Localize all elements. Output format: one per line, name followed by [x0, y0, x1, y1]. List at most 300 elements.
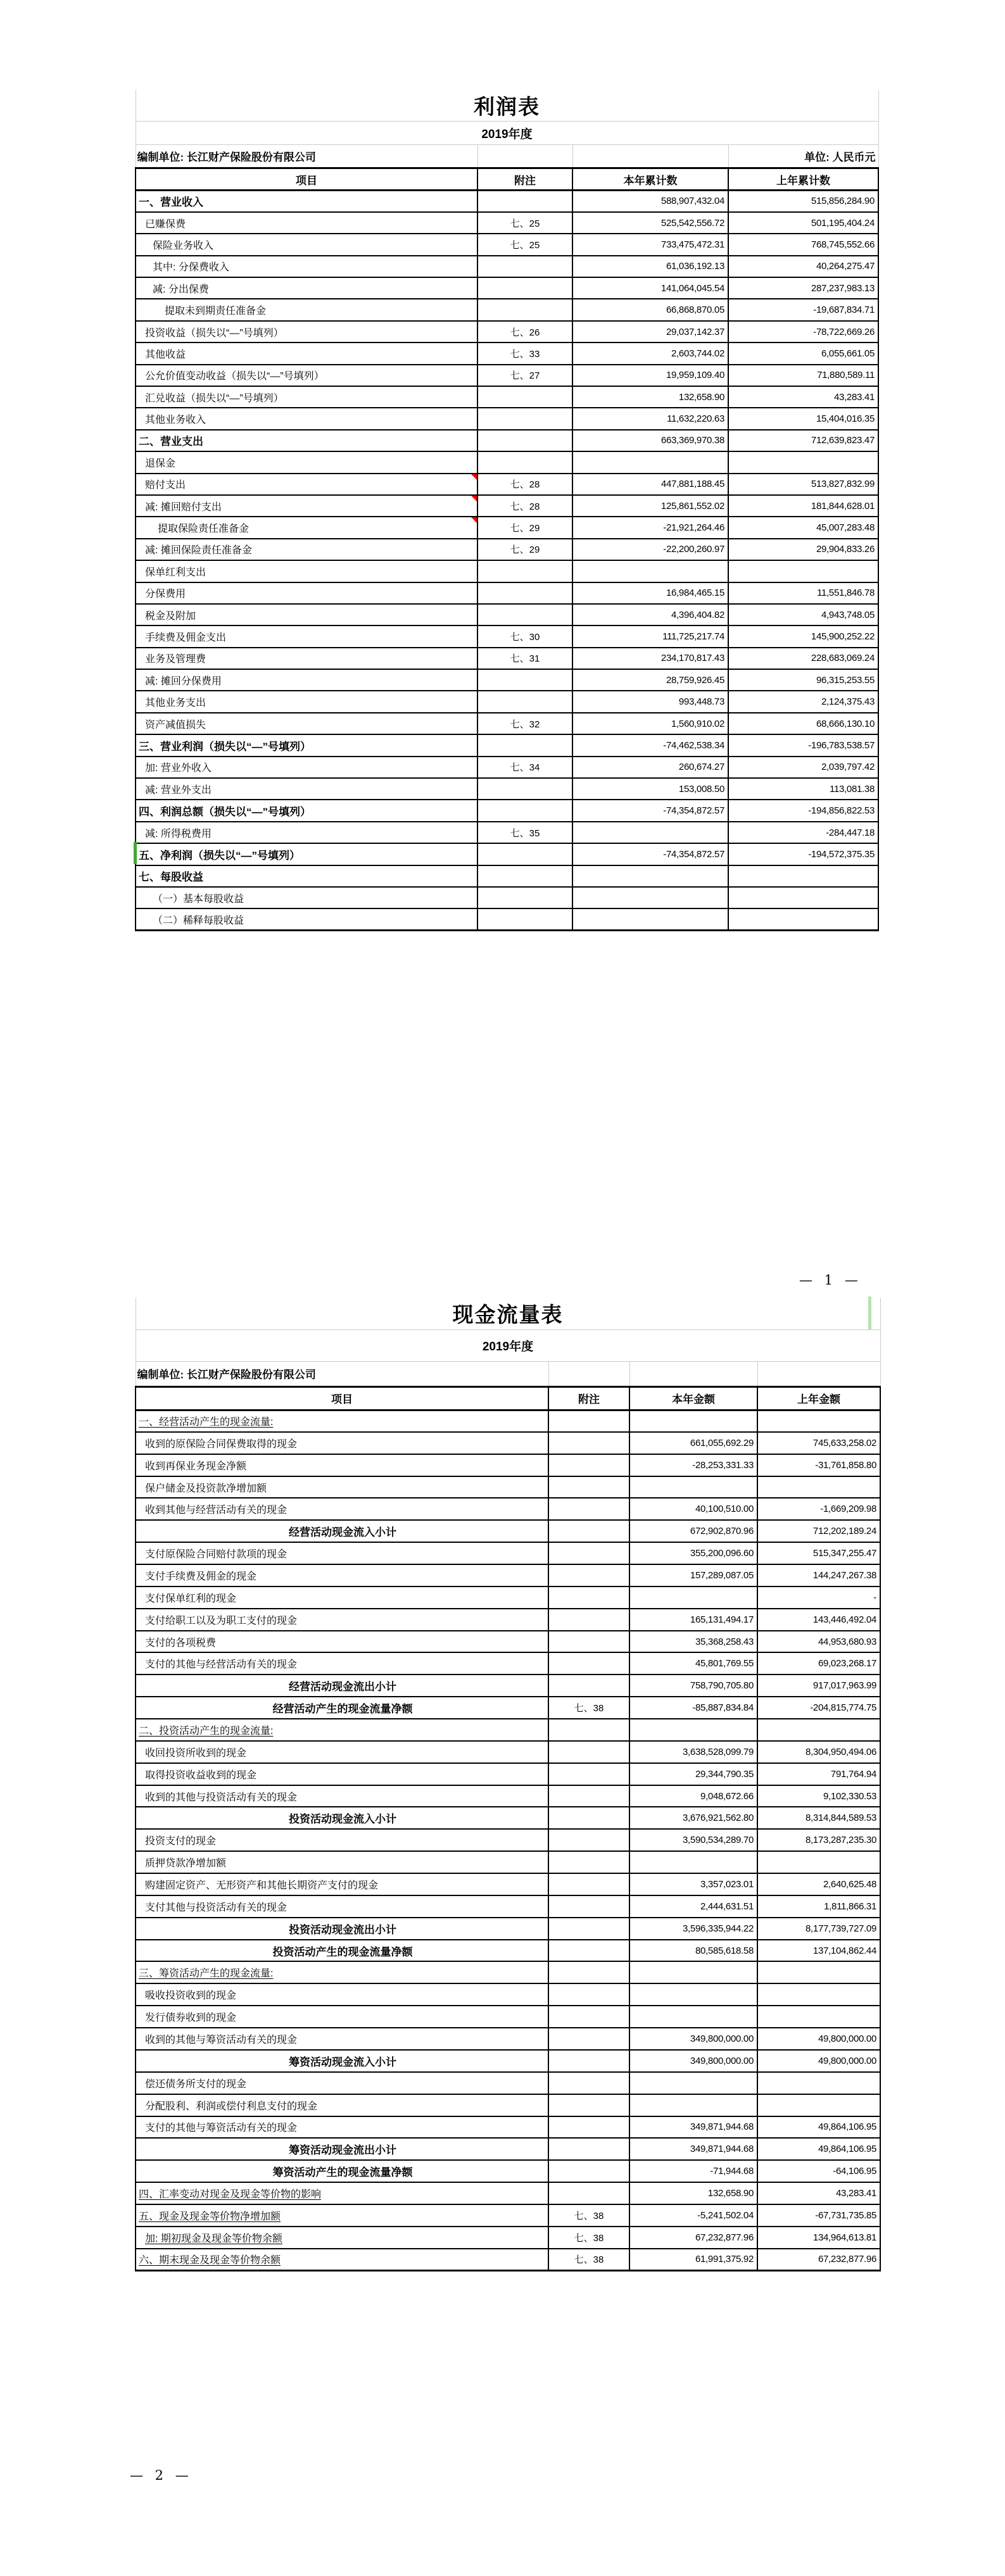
cell-item: 减: 摊回赔付支出: [136, 495, 477, 517]
table-row: [136, 1697, 880, 1719]
cell-prior: [728, 865, 878, 887]
cell-item: 支付保单红利的现金: [136, 1586, 548, 1609]
cell-prior: 8,314,844,589.53: [757, 1807, 880, 1829]
table-row: [136, 1895, 880, 1918]
statement-period: 2019年度: [136, 122, 878, 145]
cell-item: （一）基本每股收益: [136, 887, 477, 908]
cell-item: 提取保险责任准备金: [136, 517, 477, 538]
cell-current: 19,959,109.40: [572, 365, 728, 386]
cell-prior: 96,315,253.55: [728, 669, 878, 691]
cell-note: [477, 408, 572, 429]
cash-flow-statement-body: [136, 1410, 880, 2271]
cell-item: 减: 摊回保险责任准备金: [136, 539, 477, 560]
cell-item: 发行债券收到的现金: [136, 2006, 548, 2028]
cell-item: 其他收益: [136, 342, 477, 364]
cell-current: 3,676,921,562.80: [629, 1807, 757, 1829]
cell-current: 3,357,023.01: [629, 1873, 757, 1895]
cell-current: [572, 865, 728, 887]
cell-current: 3,596,335,944.22: [629, 1918, 757, 1940]
table-row: [136, 1807, 880, 1829]
cell-item: 投资活动现金流出小计: [136, 1918, 548, 1940]
cell-current: 993,448.73: [572, 691, 728, 712]
cell-prior: 2,124,375.43: [728, 691, 878, 712]
cell-prior: 68,666,130.10: [728, 713, 878, 734]
cell-current: 153,008.50: [572, 778, 728, 800]
cell-prior: 2,039,797.42: [728, 757, 878, 778]
cell-current: [629, 2072, 757, 2094]
cell-item: 经营活动现金流出小计: [136, 1674, 548, 1697]
table-row: [136, 386, 878, 408]
cell-current: 141,064,045.54: [572, 277, 728, 299]
cell-prior: 145,900,252.22: [728, 625, 878, 647]
cell-prior: 44,953,680.93: [757, 1631, 880, 1653]
table-row: [136, 451, 878, 473]
cell-item: 投资活动现金流入小计: [136, 1807, 548, 1829]
cell-current: 61,036,192.13: [572, 256, 728, 277]
cell-current: 45,801,769.55: [629, 1652, 757, 1674]
cell-note: [548, 1807, 629, 1829]
cell-note: [477, 191, 572, 212]
cell-note: [548, 1719, 629, 1741]
table-row: [136, 2204, 880, 2227]
cell-prior: -78,722,669.26: [728, 321, 878, 342]
cell-current: 588,907,432.04: [572, 191, 728, 212]
cell-note: [548, 1918, 629, 1940]
cell-current: 66,868,870.05: [572, 299, 728, 320]
table-row: [136, 2138, 880, 2160]
cell-note: [477, 800, 572, 821]
cell-current: 35,368,258.43: [629, 1631, 757, 1653]
cell-prior: 712,202,189.24: [757, 1520, 880, 1542]
table-row: [136, 1851, 880, 1873]
table-row: [136, 800, 878, 821]
cell-prior: 43,283.41: [728, 386, 878, 408]
cell-note: [548, 1476, 629, 1498]
table-row: [136, 1498, 880, 1520]
comment-marker-icon: [471, 517, 477, 523]
cell-note: 七、30: [477, 625, 572, 647]
cell-prior: [757, 1983, 880, 2006]
cell-prior: -196,783,538.57: [728, 734, 878, 756]
cell-note: [548, 2182, 629, 2204]
cell-current: -5,241,502.04: [629, 2204, 757, 2227]
cell-note: [477, 843, 572, 865]
cell-item: 保险业务收入: [136, 234, 477, 255]
cell-note: [548, 2138, 629, 2160]
cell-current: 132,658.90: [629, 2182, 757, 2204]
cell-note: [477, 386, 572, 408]
currency-unit-label: [757, 1361, 880, 1386]
cell-note: 七、27: [477, 365, 572, 386]
cell-current: -28,253,331.33: [629, 1454, 757, 1476]
cell-note: [548, 1674, 629, 1697]
cell-item: 筹资活动现金流入小计: [136, 2050, 548, 2072]
cell-note: [548, 1785, 629, 1807]
cell-prior: 768,745,552.66: [728, 234, 878, 255]
cell-prior: 228,683,069.24: [728, 648, 878, 669]
cell-current: 2,444,631.51: [629, 1895, 757, 1918]
cell-note: [477, 691, 572, 712]
column-header-current: 本年金额: [629, 1386, 757, 1410]
table-row: [136, 822, 878, 843]
table-row: [136, 2094, 880, 2116]
cell-current: [629, 2006, 757, 2028]
cell-note: [548, 1983, 629, 2006]
cell-item: 加: 期初现金及现金等价物余额: [136, 2227, 548, 2249]
table-row: [136, 560, 878, 582]
column-header-item: 项目: [136, 168, 477, 191]
cell-prior: 40,264,275.47: [728, 256, 878, 277]
table-row: [136, 865, 878, 887]
cell-prior: 4,943,748.05: [728, 604, 878, 625]
cell-note: [548, 1564, 629, 1586]
cell-prior: 49,800,000.00: [757, 2028, 880, 2050]
cell-item: 退保金: [136, 451, 477, 473]
cell-prior: -31,761,858.80: [757, 1454, 880, 1476]
table-row: [136, 2050, 880, 2072]
cell-item: 加: 营业外收入: [136, 757, 477, 778]
table-row: [136, 2028, 880, 2050]
table-row: [136, 1719, 880, 1741]
cell-current: -22,200,260.97: [572, 539, 728, 560]
page-1-footer: — 1 —: [799, 1272, 858, 1288]
cell-note: 七、33: [477, 342, 572, 364]
cell-current: 61,991,375.92: [629, 2249, 757, 2271]
cash-flow-statement-head: [136, 1298, 880, 1410]
cell-current: 758,790,705.80: [629, 1674, 757, 1697]
cell-item: 二、投资活动产生的现金流量:: [136, 1719, 548, 1741]
cell-note: [548, 1432, 629, 1454]
column-header-current: 本年累计数: [572, 168, 728, 191]
cell-item: 支付的各项税费: [136, 1631, 548, 1653]
table-row: [136, 1609, 880, 1631]
table-row: [136, 1741, 880, 1763]
cell-prior: 11,551,846.78: [728, 582, 878, 604]
table-row: [136, 234, 878, 255]
cell-note: [548, 2116, 629, 2139]
table-row: [136, 887, 878, 908]
cell-item: 保户储金及投资款净增加额: [136, 1476, 548, 1498]
cell-note: [548, 1829, 629, 1851]
cell-note: 七、38: [548, 2249, 629, 2271]
cell-note: [548, 1609, 629, 1631]
cell-note: [548, 1631, 629, 1653]
cell-note: [477, 582, 572, 604]
table-row: [136, 2160, 880, 2182]
table-row: [136, 604, 878, 625]
column-header-prior: 上年累计数: [728, 168, 878, 191]
cell-current: 4,396,404.82: [572, 604, 728, 625]
table-row: [136, 342, 878, 364]
cell-current: -85,887,834.84: [629, 1697, 757, 1719]
table-row: [136, 582, 878, 604]
cell-note: 七、35: [477, 822, 572, 843]
cell-item: 吸收投资收到的现金: [136, 1983, 548, 2006]
cell-prior: 15,404,016.35: [728, 408, 878, 429]
cell-item: 收到的其他与筹资活动有关的现金: [136, 2028, 548, 2050]
cell-item: 一、经营活动产生的现金流量:: [136, 1410, 548, 1432]
cell-prior: [728, 451, 878, 473]
cell-prior: 745,633,258.02: [757, 1432, 880, 1454]
table-row: [136, 1410, 880, 1432]
table-row: [136, 625, 878, 647]
table-row: [136, 734, 878, 756]
cell-item: 筹资活动现金流出小计: [136, 2138, 548, 2160]
cell-prior: -204,815,774.75: [757, 1697, 880, 1719]
table-row: [136, 1873, 880, 1895]
cell-item: 购建固定资产、无形资产和其他长期资产支付的现金: [136, 1873, 548, 1895]
cell-prior: [757, 2072, 880, 2094]
cell-prior: 515,856,284.90: [728, 191, 878, 212]
cell-item: 收到的其他与投资活动有关的现金: [136, 1785, 548, 1807]
cell-current: [572, 560, 728, 582]
cell-current: 111,725,217.74: [572, 625, 728, 647]
cell-current: 3,590,534,289.70: [629, 1829, 757, 1851]
table-row: [136, 1940, 880, 1962]
cell-item: 四、利润总额（损失以“—”号填列）: [136, 800, 477, 821]
cell-note: [477, 451, 572, 473]
cell-prior: [757, 1476, 880, 1498]
cell-item: 经营活动现金流入小计: [136, 1520, 548, 1542]
cell-note: [477, 908, 572, 930]
cell-item: 已赚保费: [136, 212, 477, 234]
table-row: [136, 1785, 880, 1807]
column-header-note: 附注: [548, 1386, 629, 1410]
cell-current: 349,871,944.68: [629, 2138, 757, 2160]
cash-flow-statement-table: [135, 1298, 881, 2271]
cell-item: 五、净利润（损失以“—”号填列）: [136, 843, 477, 865]
cell-item: 业务及管理费: [136, 648, 477, 669]
statement-title: 利润表: [136, 90, 878, 122]
cell-item: 保单红利支出: [136, 560, 477, 582]
cell-item: 支付其他与投资活动有关的现金: [136, 1895, 548, 1918]
cell-current: 447,881,188.45: [572, 474, 728, 495]
cell-prior: 134,964,613.81: [757, 2227, 880, 2249]
cell-note: 七、29: [477, 517, 572, 538]
cell-prior: 917,017,963.99: [757, 1674, 880, 1697]
cell-item: 支付的其他与经营活动有关的现金: [136, 1652, 548, 1674]
cell-current: 40,100,510.00: [629, 1498, 757, 1520]
cell-note: 七、25: [477, 212, 572, 234]
table-row: [136, 908, 878, 930]
table-row: [136, 1520, 880, 1542]
page-break-green-marker: [868, 1297, 871, 1330]
cell-item: 投资支付的现金: [136, 1829, 548, 1851]
cell-note: [548, 1410, 629, 1432]
cell-item: 汇兑收益（损失以“—”号填列）: [136, 386, 477, 408]
cell-current: [572, 887, 728, 908]
cell-current: 260,674.27: [572, 757, 728, 778]
cell-note: 七、26: [477, 321, 572, 342]
cell-item: （二）稀释每股收益: [136, 908, 477, 930]
cell-prior: 501,195,404.24: [728, 212, 878, 234]
table-row: [136, 1564, 880, 1586]
cell-prior: [728, 560, 878, 582]
cell-prior: 9,102,330.53: [757, 1785, 880, 1807]
cell-prior: 71,880,589.11: [728, 365, 878, 386]
cell-current: 355,200,096.60: [629, 1542, 757, 1564]
table-row: [136, 321, 878, 342]
cell-prior: 287,237,983.13: [728, 277, 878, 299]
cell-current: -74,354,872.57: [572, 800, 728, 821]
cell-prior: -64,106.95: [757, 2160, 880, 2182]
cell-prior: 69,023,268.17: [757, 1652, 880, 1674]
cell-note: [548, 2028, 629, 2050]
cell-prior: 29,904,833.26: [728, 539, 878, 560]
column-header-prior: 上年金额: [757, 1386, 880, 1410]
table-row: [136, 1918, 880, 1940]
cell-current: -74,462,538.34: [572, 734, 728, 756]
cell-prior: -1,669,209.98: [757, 1498, 880, 1520]
cell-prior: 515,347,255.47: [757, 1542, 880, 1564]
cell-current: 29,037,142.37: [572, 321, 728, 342]
table-row: [136, 669, 878, 691]
cell-note: 七、38: [548, 1697, 629, 1719]
cell-prior: -19,687,834.71: [728, 299, 878, 320]
cell-current: [629, 1983, 757, 2006]
cell-current: -21,921,264.46: [572, 517, 728, 538]
cell-item: 支付原保险合同赔付款项的现金: [136, 1542, 548, 1564]
cell-prior: 8,304,950,494.06: [757, 1741, 880, 1763]
cell-prior: [757, 1410, 880, 1432]
cell-current: 11,632,220.63: [572, 408, 728, 429]
cell-item: 其他业务支出: [136, 691, 477, 712]
table-row: [136, 1983, 880, 2006]
table-row: [136, 648, 878, 669]
cell-current: 349,800,000.00: [629, 2028, 757, 2050]
cell-note: [548, 1961, 629, 1983]
cell-note: 七、38: [548, 2227, 629, 2249]
statement-period: 2019年度: [136, 1329, 880, 1361]
table-row: [136, 778, 878, 800]
cell-current: 29,344,790.35: [629, 1763, 757, 1785]
cell-item: 提取未到期责任准备金: [136, 299, 477, 320]
table-row: [136, 256, 878, 277]
cell-item: 经营活动产生的现金流量净额: [136, 1697, 548, 1719]
cell-note: [477, 734, 572, 756]
table-row: [136, 539, 878, 560]
cell-note: [477, 604, 572, 625]
cell-current: 67,232,877.96: [629, 2227, 757, 2249]
cell-current: 349,871,944.68: [629, 2116, 757, 2139]
table-row: [136, 517, 878, 538]
cell-prior: -67,731,735.85: [757, 2204, 880, 2227]
statement-title: 现金流量表: [136, 1298, 880, 1329]
cell-note: [548, 1741, 629, 1763]
cell-note: 七、34: [477, 757, 572, 778]
table-row: [136, 2072, 880, 2094]
table-row: [136, 757, 878, 778]
cell-note: [477, 865, 572, 887]
cell-current: 349,800,000.00: [629, 2050, 757, 2072]
cell-note: [548, 1873, 629, 1895]
cell-note: [548, 2094, 629, 2116]
income-statement-head: [136, 90, 878, 191]
cell-item: 其中: 分保费收入: [136, 256, 477, 277]
cell-prior: [757, 2094, 880, 2116]
cell-item: 支付给职工以及为职工支付的现金: [136, 1609, 548, 1631]
cell-item: 税金及附加: [136, 604, 477, 625]
cell-current: 165,131,494.17: [629, 1609, 757, 1631]
cell-prior: 113,081.38: [728, 778, 878, 800]
table-row: [136, 2006, 880, 2028]
cell-current: -71,944.68: [629, 2160, 757, 2182]
cell-prior: [757, 1851, 880, 1873]
cell-note: [548, 1851, 629, 1873]
table-row: [136, 713, 878, 734]
cell-prior: 43,283.41: [757, 2182, 880, 2204]
table-row: [136, 691, 878, 712]
cell-current: [572, 822, 728, 843]
cell-note: [548, 1652, 629, 1674]
table-row: [136, 1829, 880, 1851]
cell-current: 157,289,087.05: [629, 1564, 757, 1586]
cell-current: [629, 2094, 757, 2116]
cell-prior: 137,104,862.44: [757, 1940, 880, 1962]
cell-prior: [757, 1719, 880, 1741]
cell-note: [477, 778, 572, 800]
cell-note: 七、31: [477, 648, 572, 669]
cell-current: 663,369,970.38: [572, 430, 728, 451]
cell-note: [548, 1454, 629, 1476]
cell-prior: 143,446,492.04: [757, 1609, 880, 1631]
cell-note: 七、38: [548, 2204, 629, 2227]
cell-item: 分配股利、利润或偿付利息支付的现金: [136, 2094, 548, 2116]
cell-item: 五、现金及现金等价物净增加额: [136, 2204, 548, 2227]
cell-note: [477, 256, 572, 277]
cell-item: 支付的其他与筹资活动有关的现金: [136, 2116, 548, 2139]
cell-current: 28,759,926.45: [572, 669, 728, 691]
comment-marker-icon: [471, 496, 477, 501]
cell-prior: [728, 908, 878, 930]
cell-note: [477, 299, 572, 320]
cell-current: 672,902,870.96: [629, 1520, 757, 1542]
cell-note: 七、28: [477, 474, 572, 495]
cell-current: 661,055,692.29: [629, 1432, 757, 1454]
cell-prior: 8,173,287,235.30: [757, 1829, 880, 1851]
table-row: [136, 365, 878, 386]
cell-note: 七、28: [477, 495, 572, 517]
cell-prior: -194,572,375.35: [728, 843, 878, 865]
cell-item: 减: 摊回分保费用: [136, 669, 477, 691]
cell-prior: -: [757, 1586, 880, 1609]
table-row: [136, 1961, 880, 1983]
cell-note: 七、32: [477, 713, 572, 734]
cell-current: [629, 1719, 757, 1741]
cell-prior: -284,447.18: [728, 822, 878, 843]
row-highlight-green-border: [134, 842, 137, 864]
cell-prior: 791,764.94: [757, 1763, 880, 1785]
cell-current: 80,585,618.58: [629, 1940, 757, 1962]
cell-prior: 144,247,267.38: [757, 1564, 880, 1586]
cell-prior: [757, 2006, 880, 2028]
cell-current: 9,048,672.66: [629, 1785, 757, 1807]
income-statement-body: [136, 191, 878, 931]
column-header-note: 附注: [477, 168, 572, 191]
cell-item: 投资收益（损失以“—”号填列）: [136, 321, 477, 342]
cell-prior: 67,232,877.96: [757, 2249, 880, 2271]
table-row: [136, 1763, 880, 1785]
cell-item: 一、营业收入: [136, 191, 477, 212]
cell-current: 16,984,465.15: [572, 582, 728, 604]
cell-prior: 1,811,866.31: [757, 1895, 880, 1918]
cell-current: -74,354,872.57: [572, 843, 728, 865]
table-row: [136, 474, 878, 495]
cell-current: [629, 1410, 757, 1432]
table-row: [136, 1432, 880, 1454]
cell-item: 收回投资所收到的现金: [136, 1741, 548, 1763]
table-row: [136, 1674, 880, 1697]
